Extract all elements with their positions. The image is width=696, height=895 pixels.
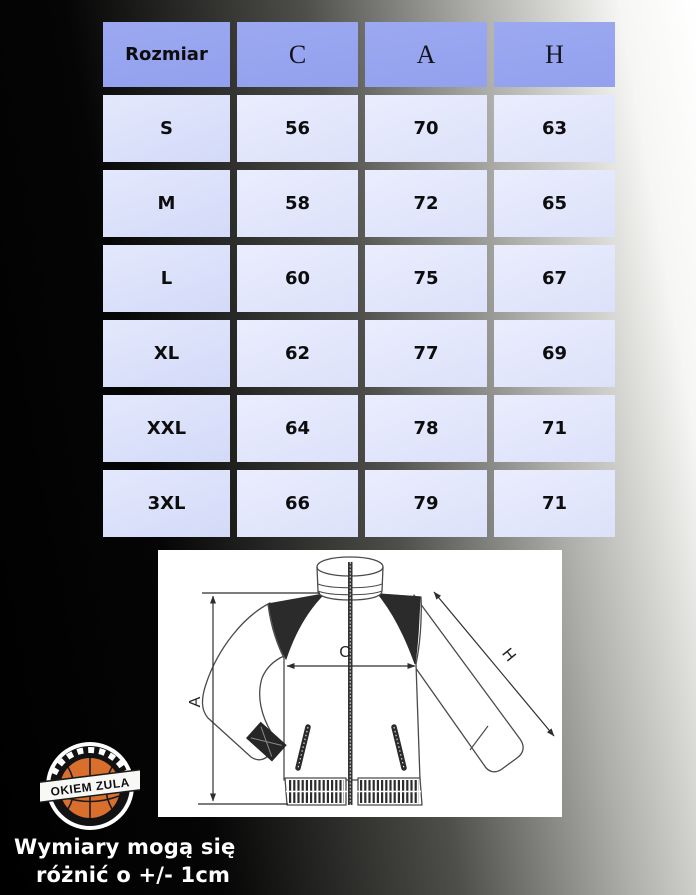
value-cell: 77 (365, 320, 487, 387)
value-cell: 72 (365, 170, 487, 237)
value-cell: 58 (237, 170, 358, 237)
jacket-drawing-icon (158, 550, 562, 817)
size-cell: M (103, 170, 230, 237)
disclaimer-text (14, 833, 235, 889)
value-cell: 79 (365, 470, 487, 537)
header-cell-a: A (365, 22, 487, 87)
value-cell: 67 (494, 245, 615, 312)
jacket-outline (202, 594, 523, 805)
value-cell: 71 (494, 470, 615, 537)
header-cell-rozmiar: Rozmiar (103, 22, 230, 87)
basketball-badge-icon (40, 741, 140, 832)
brand-logo-badge (40, 741, 140, 832)
value-cell: 75 (365, 245, 487, 312)
size-cell: L (103, 245, 230, 312)
jacket-zipper (348, 562, 353, 805)
value-cell: 62 (237, 320, 358, 387)
measurement-label-h: H (498, 645, 519, 666)
value-cell: 63 (494, 95, 615, 162)
brand-logo-text: OKIEM ZULA (49, 775, 131, 799)
header-cell-c: C (237, 22, 358, 87)
size-cell: S (103, 95, 230, 162)
value-cell: 65 (494, 170, 615, 237)
value-cell: 66 (237, 470, 358, 537)
disclaimer-line-1: Wymiary mogą się (14, 835, 236, 859)
value-cell: 70 (365, 95, 487, 162)
value-cell: 56 (237, 95, 358, 162)
measurement-label-c: C (339, 644, 351, 661)
measurement-label-a: A (187, 696, 204, 708)
jacket-diagram (158, 550, 562, 817)
size-cell: XXL (103, 395, 230, 462)
size-table (103, 22, 615, 537)
disclaimer-line-2: różnić o +/- 1cm (36, 863, 231, 887)
size-cell: 3XL (103, 470, 230, 537)
value-cell: 60 (237, 245, 358, 312)
value-cell: 71 (494, 395, 615, 462)
value-cell: 78 (365, 395, 487, 462)
size-cell: XL (103, 320, 230, 387)
header-cell-h: H (494, 22, 615, 87)
jacket-right-sleeve (414, 595, 523, 772)
value-cell: 64 (237, 395, 358, 462)
value-cell: 69 (494, 320, 615, 387)
